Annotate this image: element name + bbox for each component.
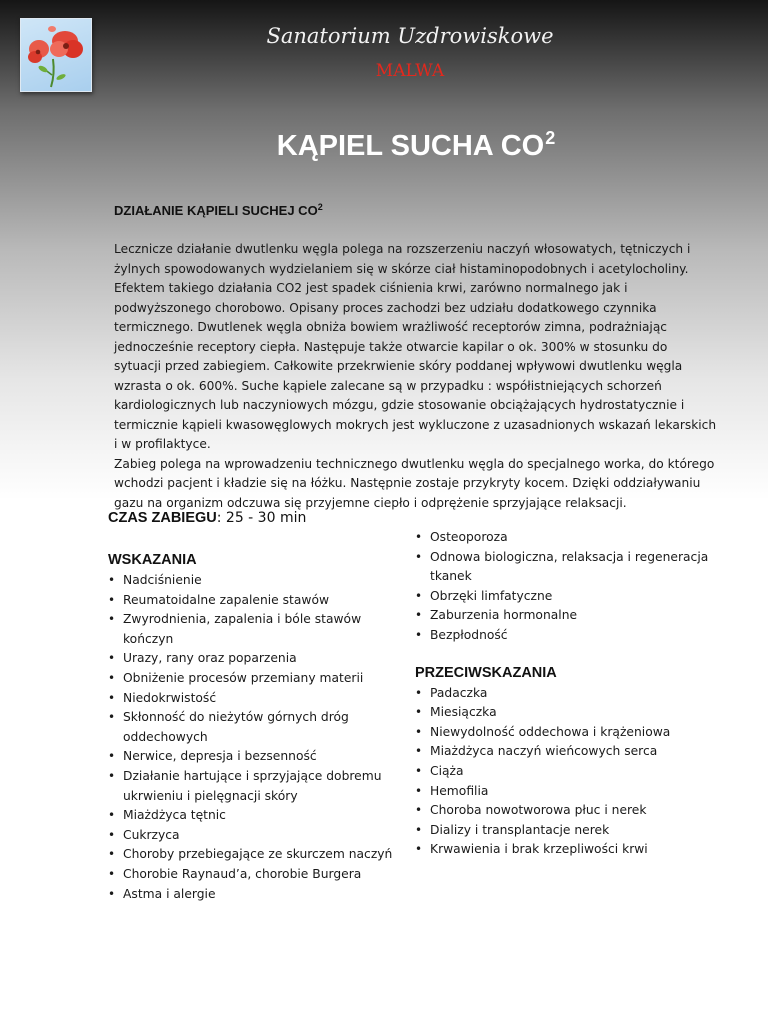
list-item: • Nerwice, depresja i bezsenność <box>108 747 408 767</box>
brand-name: Sanatorium Uzdrowiskowe <box>266 24 554 48</box>
list-item: • Działanie hartujące i sprzyjające dobremu ukrwieniu i pielęgnacji skóry <box>108 767 408 806</box>
list-item: • Reumatoidalne zapalenie stawów <box>108 591 408 611</box>
list-item: • Niewydolność oddechowa i krążeniowa <box>415 723 715 743</box>
treatment-time-label: CZAS ZABIEGU <box>108 510 217 526</box>
list-item: • Hemofilia <box>415 782 715 802</box>
spacer <box>415 646 715 665</box>
list-item: • Choroby przebiegające ze skurczem naczyń <box>108 845 408 865</box>
description-paragraph-2: Zabieg polega na wprowadzeniu technicznego dwutlenku węgla do specjalnego worka, do którego wchodzi pacjent i kładzie się na łóżku. Następnie zostaje przykryty kocem. Dzięki oddziaływaniu gazu na organizm odczuwa się przyjemne ciepło i odprężenie sprzyjające relaksacji. <box>114 456 715 510</box>
list-item: • Obniżenie procesów przemiany materii <box>108 669 408 689</box>
list-item: • Odnowa biologiczna, relaksacja i regeneracja tkanek <box>415 548 715 587</box>
contraindications-list <box>415 684 715 860</box>
list-item: • Cukrzyca <box>108 826 408 846</box>
list-item: • Choroba nowotworowa płuc i nerek <box>415 801 715 821</box>
list-item: • Urazy, rany oraz poparzenia <box>108 649 408 669</box>
list-item: • Chorobie Raynaud’a, chorobie Burgera <box>108 865 408 885</box>
indications-list-continued <box>415 528 715 646</box>
list-item: • Miażdżyca naczyń wieńcowych serca <box>415 742 715 762</box>
list-item: • Padaczka <box>415 684 715 704</box>
contraindications-heading: PRZECIWSKAZANIA <box>415 664 557 681</box>
treatment-time <box>108 510 408 526</box>
list-item: • Ciąża <box>415 762 715 782</box>
page-title-text: KĄPIEL SUCHA CO <box>276 130 545 162</box>
description-paragraph-1: Lecznicze działanie dwutlenku węgla polega na rozszerzeniu naczyń włosowatych, tętniczych i żylnych spowodowanych wydzielaniem się w skórze ciał histaminopodobnych i acetylocholiny. Efektem takiego działania CO2 jest spadek ciśnienia krwi, zarówno normalnego jak i podwyższonego chorobowo. Opisany proces zachodzi bez udziału dodatkowego czynnika termicznego. Dwutlenek węgla obniża bowiem wrażliwość receptorów zimna, podrażniając jednocześnie receptory ciepła. Następuje także otwarcie kapilar o ok. 300% w stosunku do sytuacji przed zabiegiem. Całkowite przekrwienie skóry poddanej wpływowi dwutlenku węgla wzrasta o ok. 600%. Suche kąpiele zalecane są w przypadku : współistniejących schorzeń kardiologicznych lub naczyniowych mózgu, gdzie stosowanie obciążających hydrostatycznie i termicznie kąpieli kwasowęglowych mokrych jest wykluczone z uzasadnionych wskazań lekarskich i w profilaktyce. <box>114 242 717 451</box>
list-item: • Miesiączka <box>415 703 715 723</box>
list-item: • Bezpłodność <box>415 626 715 646</box>
list-item: • Nadciśnienie <box>108 571 408 591</box>
list-item: • Dializy i transplantacje nerek <box>415 821 715 841</box>
indications-heading: WSKAZANIA <box>108 552 197 568</box>
section-title-sup: 2 <box>317 202 323 212</box>
left-column <box>108 510 408 904</box>
page-title <box>0 128 768 163</box>
right-column <box>415 528 715 860</box>
indications-list <box>108 571 408 904</box>
list-item: • Zaburzenia hormonalne <box>415 606 715 626</box>
list-item: • Niedokrwistość <box>108 689 408 709</box>
section-title-text: DZIAŁANIE KĄPIELI SUCHEJ CO <box>114 203 318 218</box>
section-title <box>114 202 323 218</box>
list-item: • Obrzęki limfatyczne <box>415 587 715 607</box>
list-item: • Zwyrodnienia, zapalenia i bóle stawów kończyn <box>108 610 408 649</box>
list-item: • Astma i alergie <box>108 885 408 905</box>
treatment-time-value: : 25 - 30 min <box>216 510 307 526</box>
brand-subtitle: MALWA <box>375 61 445 81</box>
list-item: • Osteoporoza <box>415 528 715 548</box>
list-item: • Skłonność do nieżytów górnych dróg oddechowych <box>108 708 408 747</box>
description <box>114 240 718 513</box>
page-title-sup: 2 <box>545 128 556 148</box>
list-item: • Krwawienia i brak krzepliwości krwi <box>415 840 715 860</box>
list-item: • Miażdżyca tętnic <box>108 806 408 826</box>
